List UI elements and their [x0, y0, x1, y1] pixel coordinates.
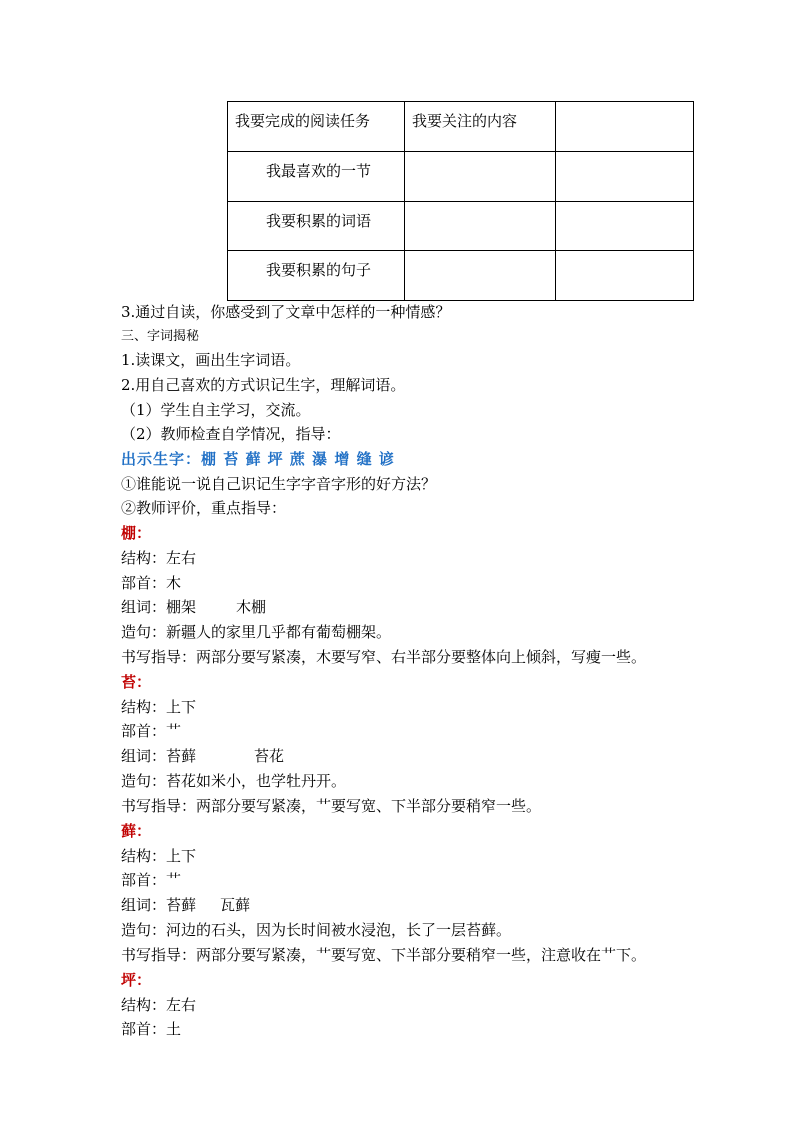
table-cell: 我要积累的句子 [228, 251, 405, 301]
table-cell [405, 151, 556, 201]
new-characters-label: 出示生字： [121, 450, 202, 468]
char-words: 组词：苔藓 瓦藓 [121, 896, 251, 914]
char-radical: 部首：木 [121, 574, 182, 592]
new-characters-line [121, 449, 395, 469]
table-cell [556, 201, 694, 251]
sub-step-2: （2）教师检查自学情况，指导： [121, 425, 341, 443]
char-sentence: 造句：苔花如米小，也学牡丹开。 [121, 772, 347, 790]
char-writing-guide: 书写指导：两部分要写紧凑，艹要写宽、下半部分要稍窄一些，注意收在艹下。 [121, 946, 647, 964]
table-cell: 我要完成的阅读任务 [228, 102, 405, 152]
table-cell [556, 102, 694, 152]
char-radical: 部首：艹 [121, 722, 182, 740]
word-2: 瓦藓 [220, 896, 251, 914]
char-sentence: 造句：新疆人的家里几乎都有葡萄棚架。 [121, 623, 392, 641]
teacher-evaluation: ②教师评价，重点指导： [121, 499, 287, 517]
char-heading: 苔： [121, 673, 152, 691]
table-cell [405, 251, 556, 301]
table-cell [405, 201, 556, 251]
table-cell [556, 251, 694, 301]
char-writing-guide: 书写指导：两部分要写紧凑，木要写窄、右半部分要整体向上倾斜，写瘦一些。 [121, 648, 647, 666]
char-radical: 部首：土 [121, 1020, 182, 1038]
char-sentence: 造句：河边的石头，因为长时间被水浸泡，长了一层苔藓。 [121, 921, 512, 939]
step-2: 2.用自己喜欢的方式识记生字，理解词语。 [121, 376, 406, 394]
table-row [228, 102, 694, 152]
word-2: 苔花 [254, 747, 285, 765]
table-cell [556, 151, 694, 201]
method-question: ①谁能说一说自己识记生字字音字形的好方法？ [121, 475, 437, 493]
table-cell: 我要关注的内容 [405, 102, 556, 152]
char-radical: 部首：艹 [121, 871, 182, 889]
char-structure: 结构：左右 [121, 549, 197, 567]
char-words: 组词：苔藓 苔花 [121, 747, 285, 765]
word-1: 苔藓 [166, 896, 197, 914]
reading-task-table [227, 101, 694, 301]
new-characters-list: 棚 苔 藓 坪 蔗 瀑 增 缝 谚 [201, 450, 395, 468]
question-3: 3.通过自读，你感受到了文章中怎样的一种情感？ [121, 303, 451, 321]
sub-step-1: （1）学生自主学习，交流。 [121, 401, 311, 419]
word-1: 棚架 [166, 598, 197, 616]
char-heading: 藓： [121, 822, 152, 840]
section-heading: 三、字词揭秘 [121, 329, 200, 344]
table-row [228, 251, 694, 301]
char-structure: 结构：上下 [121, 847, 197, 865]
step-1: 1.读课文，画出生字词语。 [121, 351, 301, 369]
char-structure: 结构：左右 [121, 996, 197, 1014]
char-writing-guide: 书写指导：两部分要写紧凑，艹要写宽、下半部分要稍窄一些。 [121, 797, 542, 815]
word-1: 苔藓 [166, 747, 197, 765]
table-row [228, 201, 694, 251]
table-cell: 我要积累的词语 [228, 201, 405, 251]
char-heading: 坪： [121, 971, 152, 989]
char-heading: 棚： [121, 524, 152, 542]
word-2: 木棚 [236, 598, 267, 616]
table-row [228, 151, 694, 201]
table-cell: 我最喜欢的一节 [228, 151, 405, 201]
char-structure: 结构：上下 [121, 698, 197, 716]
char-words: 组词：棚架 木棚 [121, 598, 267, 616]
